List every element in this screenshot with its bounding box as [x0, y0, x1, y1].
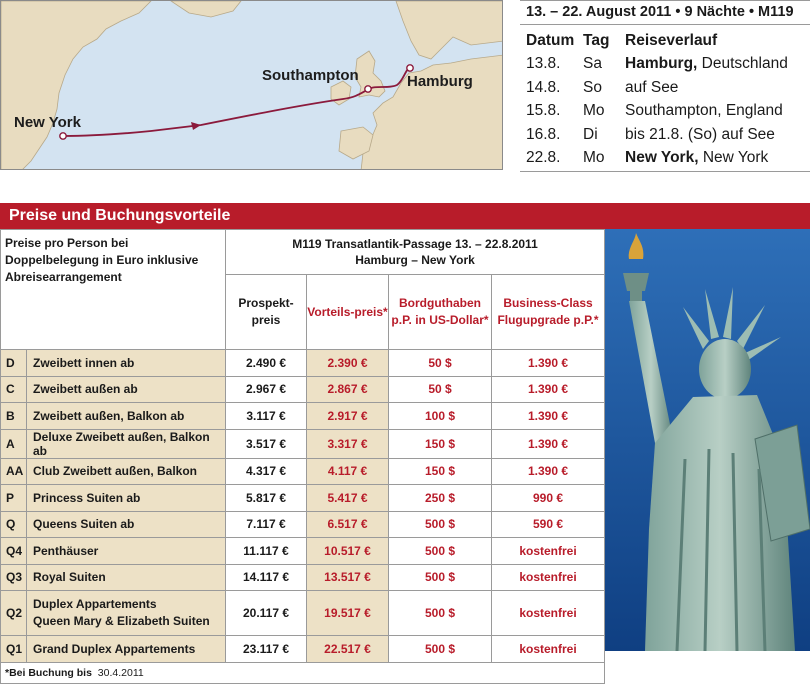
- price-rows: [1, 350, 605, 663]
- vorteils-price: 19.517 €: [307, 591, 389, 636]
- col-route: Reiseverlauf: [625, 31, 718, 49]
- itinerary-row: [526, 53, 788, 77]
- prospekt-price: 14.117 €: [226, 564, 307, 591]
- business-upgrade: kostenfrei: [492, 636, 605, 663]
- business-upgrade: 1.390 €: [492, 350, 605, 377]
- cabin-description: [27, 511, 226, 538]
- itinerary-place: Southampton, England: [625, 102, 783, 120]
- cabin-name: Penthäuser: [33, 543, 99, 558]
- vorteils-price: 22.517 €: [307, 636, 389, 663]
- price-table: [0, 229, 605, 684]
- itinerary-date: 14.8.: [526, 78, 561, 96]
- business-upgrade: 1.390 €: [492, 458, 605, 485]
- price-row: [1, 350, 605, 377]
- prospekt-price: 11.117 €: [226, 538, 307, 565]
- prices-title-bar: Preise und Buchungsvorteile: [0, 203, 810, 229]
- prospekt-price: 7.117 €: [226, 511, 307, 538]
- city-label-hamburg: Hamburg: [407, 73, 473, 90]
- cabin-name: Royal Suiten: [33, 570, 106, 585]
- cabin-category: D: [1, 350, 27, 377]
- col-vorteilspreis: Vorteils-preis*: [307, 275, 389, 350]
- price-row: [1, 636, 605, 663]
- itinerary-day: Sa: [583, 55, 602, 73]
- voyage-line-1: M119 Transatlantik-Passage 13. – 22.8.2011: [292, 237, 538, 251]
- price-footnote-row: [1, 662, 605, 683]
- vorteils-price: 2.390 €: [307, 350, 389, 377]
- price-row: [1, 403, 605, 430]
- itinerary-day: So: [583, 78, 602, 96]
- itinerary-place-rest: Deutschland: [697, 55, 788, 73]
- cabin-description: [27, 564, 226, 591]
- cabin-category: Q3: [1, 564, 27, 591]
- cabin-category: Q1: [1, 636, 27, 663]
- cabin-category: P: [1, 485, 27, 512]
- col-date: Datum: [526, 31, 575, 49]
- itinerary-panel: [520, 0, 810, 170]
- city-label-new-york: New York: [14, 114, 81, 131]
- itinerary-row: [526, 147, 788, 171]
- footnote-text: *Bei Buchung bis: [5, 666, 92, 679]
- itinerary-place-bold: New York,: [625, 149, 699, 167]
- itinerary-table: [526, 29, 788, 170]
- cabin-category: Q: [1, 511, 27, 538]
- cabin-description: [27, 350, 226, 377]
- vorteils-price: 3.317 €: [307, 429, 389, 458]
- business-upgrade: kostenfrei: [492, 564, 605, 591]
- cabin-description: [27, 485, 226, 512]
- price-row: [1, 591, 605, 636]
- price-row: [1, 458, 605, 485]
- business-upgrade: 1.390 €: [492, 429, 605, 458]
- city-label-southampton: Southampton: [262, 67, 359, 84]
- cabin-description: [27, 591, 226, 636]
- itinerary-date: 13.8.: [526, 55, 561, 73]
- onboard-credit: 500 $: [389, 538, 492, 565]
- prospekt-price: 4.317 €: [226, 458, 307, 485]
- itinerary-row: [526, 76, 788, 100]
- price-note: Preise pro Person bei Doppelbelegung in Euro inklusive Abreisearrangement: [1, 230, 226, 350]
- voyage-header: [226, 230, 605, 275]
- onboard-credit: 500 $: [389, 564, 492, 591]
- prospekt-price: 20.117 €: [226, 591, 307, 636]
- vorteils-price: 2.867 €: [307, 376, 389, 403]
- onboard-credit: 150 $: [389, 458, 492, 485]
- price-row: [1, 429, 605, 458]
- col-day: Tag: [583, 31, 610, 49]
- cabin-category: C: [1, 376, 27, 403]
- onboard-credit: 100 $: [389, 403, 492, 430]
- onboard-credit: 50 $: [389, 350, 492, 377]
- itinerary-date: 16.8.: [526, 125, 561, 143]
- cabin-name: Zweibett außen ab: [33, 382, 138, 397]
- vorteils-price: 6.517 €: [307, 511, 389, 538]
- onboard-credit: 50 $: [389, 376, 492, 403]
- prospekt-price: 2.490 €: [226, 350, 307, 377]
- cabin-category: A: [1, 429, 27, 458]
- itinerary-header-row: [526, 29, 788, 53]
- prospekt-price: 3.117 €: [226, 403, 307, 430]
- itinerary-date: 22.8.: [526, 149, 561, 167]
- cabin-category: Q2: [1, 591, 27, 636]
- cabin-category: AA: [1, 458, 27, 485]
- cabin-name: Club Zweibett außen, Balkon: [33, 464, 198, 479]
- itinerary-date: 15.8.: [526, 102, 561, 120]
- itinerary-day: Mo: [583, 149, 605, 167]
- col-prospektpreis: Prospekt-preis: [226, 275, 307, 350]
- itinerary-place: bis 21.8. (So) auf See: [625, 125, 775, 143]
- vorteils-price: 4.117 €: [307, 458, 389, 485]
- cabin-category: Q4: [1, 538, 27, 565]
- cabin-description: [27, 376, 226, 403]
- statue-of-liberty-photo: [605, 229, 810, 651]
- price-row: [1, 511, 605, 538]
- footnote-date: 30.4.2011: [97, 666, 144, 679]
- prospekt-price: 2.967 €: [226, 376, 307, 403]
- vorteils-price: 13.517 €: [307, 564, 389, 591]
- route-map: [0, 0, 503, 170]
- price-header-row-1: [1, 230, 605, 275]
- business-upgrade: 1.390 €: [492, 403, 605, 430]
- cabin-name: Zweibett außen, Balkon ab: [33, 408, 185, 423]
- itinerary-row: [526, 100, 788, 124]
- itinerary-heading: 13. – 22. August 2011 • 9 Nächte • M119: [520, 0, 810, 25]
- itinerary-place-bold: Hamburg,: [625, 55, 698, 73]
- vorteils-price: 10.517 €: [307, 538, 389, 565]
- cabin-name: Queens Suiten ab: [33, 517, 135, 532]
- onboard-credit: 250 $: [389, 485, 492, 512]
- business-upgrade: 590 €: [492, 511, 605, 538]
- cabin-name: Zweibett innen ab: [33, 355, 135, 370]
- itinerary-place-rest: New York: [698, 149, 769, 167]
- onboard-credit: 500 $: [389, 511, 492, 538]
- cabin-name: Deluxe Zweibett außen, Balkon ab: [33, 429, 210, 458]
- prospekt-price: 3.517 €: [226, 429, 307, 458]
- col-business-upgrade: Business-Class Flugupgrade p.P.*: [492, 275, 605, 350]
- cabin-description: [27, 429, 226, 458]
- price-row: [1, 376, 605, 403]
- price-row: [1, 485, 605, 512]
- cabin-description: [27, 403, 226, 430]
- itinerary-day: Mo: [583, 102, 605, 120]
- onboard-credit: 500 $: [389, 636, 492, 663]
- itinerary-place: [625, 147, 788, 171]
- cabin-name: Princess Suiten ab: [33, 490, 141, 505]
- prospekt-price: 23.117 €: [226, 636, 307, 663]
- prospekt-price: 5.817 €: [226, 485, 307, 512]
- business-upgrade: 990 €: [492, 485, 605, 512]
- itinerary-place: auf See: [625, 78, 679, 96]
- cabin-description: [27, 636, 226, 663]
- itinerary-row: [526, 123, 788, 147]
- vorteils-price: 5.417 €: [307, 485, 389, 512]
- col-bordguthaben: Bordguthaben p.P. in US-Dollar*: [389, 275, 492, 350]
- voyage-line-2: Hamburg – New York: [355, 253, 475, 267]
- itinerary-place: [625, 53, 788, 77]
- business-upgrade: kostenfrei: [492, 538, 605, 565]
- statue-illustration: [605, 229, 810, 651]
- cabin-name: Grand Duplex Appartements: [33, 641, 196, 656]
- itinerary-day: Di: [583, 125, 598, 143]
- cabin-description: [27, 458, 226, 485]
- business-upgrade: kostenfrei: [492, 591, 605, 636]
- price-row: [1, 538, 605, 565]
- price-footnote: [1, 662, 605, 683]
- cabin-category: B: [1, 403, 27, 430]
- onboard-credit: 150 $: [389, 429, 492, 458]
- vorteils-price: 2.917 €: [307, 403, 389, 430]
- price-row: [1, 564, 605, 591]
- cabin-name: Duplex Appartements: [33, 597, 157, 611]
- business-upgrade: 1.390 €: [492, 376, 605, 403]
- cabin-description: [27, 538, 226, 565]
- onboard-credit: 500 $: [389, 591, 492, 636]
- cabin-name-line-2: Queen Mary & Elizabeth Suiten: [33, 614, 210, 628]
- itinerary-divider: [520, 171, 810, 172]
